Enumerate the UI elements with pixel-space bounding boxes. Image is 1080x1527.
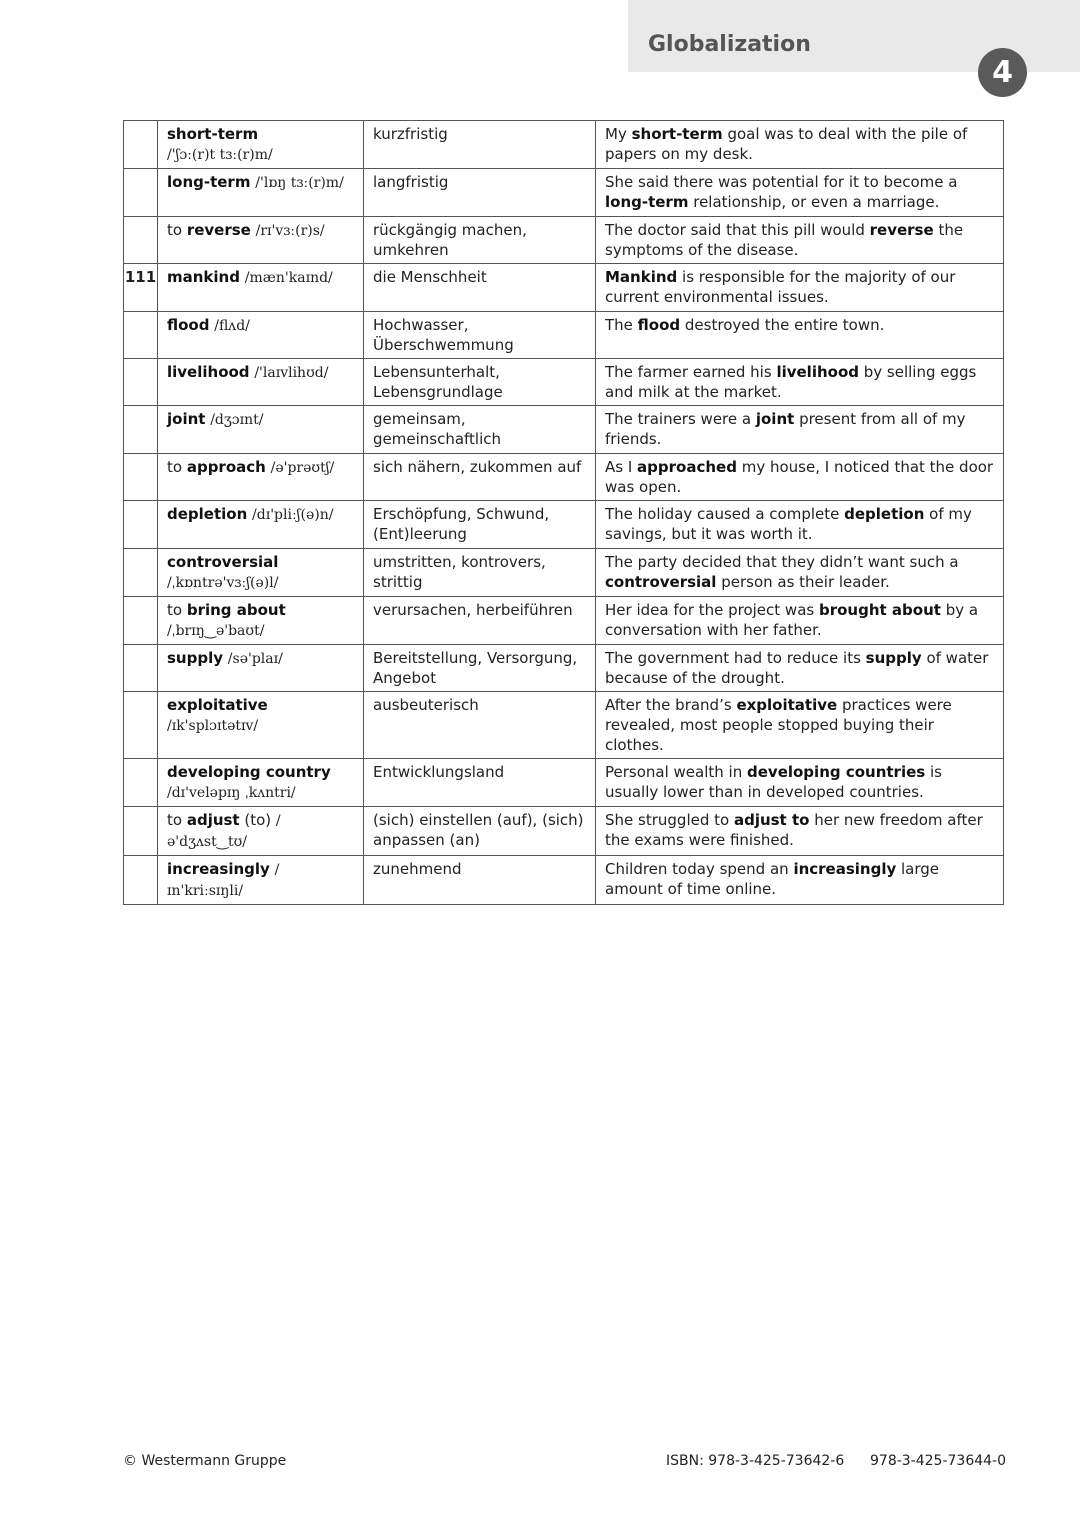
table-row (124, 549, 1004, 597)
german-translation: verursachen, herbeiführen (364, 597, 596, 645)
term-cell (158, 454, 364, 501)
example-text: The trainers were a (605, 410, 756, 428)
term-cell (158, 759, 364, 807)
term-phonetic: /sə'plaɪ/ (227, 651, 283, 667)
german-translation: langfristig (364, 169, 596, 217)
example-highlight: livelihood (776, 363, 859, 381)
page-reference (124, 454, 158, 501)
table-row (124, 406, 1004, 454)
term-cell (158, 692, 364, 759)
table-row (124, 807, 1004, 856)
example-text: present from all of my friends. (605, 410, 966, 448)
example-highlight: brought about (818, 601, 941, 619)
example-text: goal was to deal with the pile of papers on my desk. (605, 125, 968, 163)
example-text: is usually lower than in developed countries. (605, 763, 942, 801)
term-cell (158, 807, 364, 856)
term-suffix: (to) (239, 811, 272, 829)
example-highlight: controversial (605, 573, 717, 591)
example-highlight: flood (637, 316, 681, 334)
german-translation: Hochwasser, Überschwemmung (364, 312, 596, 359)
example-text: is responsible for the majority of our current environmental issues. (605, 268, 956, 306)
term-cell (158, 549, 364, 597)
german-translation: sich nähern, zukommen auf (364, 454, 596, 501)
term-word: depletion (167, 505, 248, 523)
table-row (124, 692, 1004, 759)
term-phonetic: /'laɪvlihʊd/ (254, 365, 329, 381)
term-cell (158, 645, 364, 692)
example-sentence (596, 264, 1004, 312)
term-phonetic: /dɪ'pliːʃ(ə)n/ (252, 507, 334, 523)
example-sentence (596, 501, 1004, 549)
page-reference (124, 217, 158, 264)
example-text: The government had to reduce its (605, 649, 866, 667)
example-sentence (596, 645, 1004, 692)
table-row (124, 759, 1004, 807)
term-word: bring about (186, 601, 286, 619)
term-cell (158, 217, 364, 264)
table-row (124, 121, 1004, 169)
example-sentence (596, 359, 1004, 406)
term-cell (158, 359, 364, 406)
german-translation: ausbeuterisch (364, 692, 596, 759)
example-text: of water because of the drought. (605, 649, 989, 687)
example-text: her new freedom after the exams were finished. (605, 811, 983, 849)
example-text: She said there was potential for it to become a (605, 173, 958, 191)
term-word: exploitative (167, 696, 268, 714)
example-highlight: supply (865, 649, 922, 667)
term-phonetic: /'lɒŋ tɜː(r)m/ (255, 175, 344, 191)
page-reference (124, 312, 158, 359)
example-sentence (596, 312, 1004, 359)
table-row (124, 856, 1004, 905)
term-prefix: to (167, 458, 187, 476)
example-sentence (596, 759, 1004, 807)
term-word: mankind (167, 268, 240, 286)
term-word: short-term (167, 125, 259, 143)
example-text: My (605, 125, 632, 143)
table-row (124, 359, 1004, 406)
term-phonetic: /rɪ'vɜː(r)s/ (255, 223, 325, 239)
term-word: reverse (186, 221, 251, 239)
example-text: practices were revealed, most people stopped buying their clothes. (605, 696, 952, 754)
german-translation: kurzfristig (364, 121, 596, 169)
term-phonetic: /'ʃɔː(r)t tɜː(r)m/ (167, 147, 273, 163)
term-cell (158, 264, 364, 312)
page-reference (124, 597, 158, 645)
example-sentence (596, 169, 1004, 217)
german-translation: zunehmend (364, 856, 596, 905)
term-phonetic: /ˌbrɪŋ‿ə'baʊt/ (167, 623, 265, 639)
example-highlight: reverse (869, 221, 934, 239)
example-highlight: adjust to (733, 811, 810, 829)
chapter-title: Globalization (648, 32, 811, 57)
example-text: The (605, 316, 638, 334)
isbn-secondary: 978-3-425-73644-0 (870, 1453, 1007, 1469)
example-text: The party decided that they didn’t want such a (605, 553, 959, 571)
example-text: relationship, or even a marriage. (688, 193, 940, 211)
german-translation: rückgängig machen, umkehren (364, 217, 596, 264)
example-text: of my savings, but it was worth it. (605, 505, 972, 543)
example-highlight: Mankind (605, 268, 678, 286)
page-reference (124, 692, 158, 759)
german-translation: Lebensunterhalt, Lebensgrundlage (364, 359, 596, 406)
term-phonetic: /dɪ'veləpɪŋ ˌkʌntri/ (167, 785, 296, 801)
table-row (124, 645, 1004, 692)
term-cell (158, 312, 364, 359)
term-cell (158, 121, 364, 169)
example-text: The farmer earned his (605, 363, 777, 381)
copyright: © Westermann Gruppe (123, 1453, 287, 1469)
example-highlight: exploitative (736, 696, 838, 714)
term-cell (158, 169, 364, 217)
table-row (124, 169, 1004, 217)
isbn-primary: ISBN: 978-3-425-73642-6 (666, 1453, 845, 1469)
german-translation: gemeinsam, gemeinschaftlich (364, 406, 596, 454)
example-highlight: joint (755, 410, 795, 428)
page-reference (124, 501, 158, 549)
term-word: joint (167, 410, 206, 428)
example-sentence (596, 549, 1004, 597)
table-row (124, 454, 1004, 501)
german-translation: umstritten, kontrovers, strittig (364, 549, 596, 597)
example-text: person as their leader. (716, 573, 890, 591)
example-text: large amount of time online. (605, 860, 940, 898)
example-text: Her idea for the project was (605, 601, 819, 619)
page-reference (124, 406, 158, 454)
table-row (124, 312, 1004, 359)
example-text: Children today spend an (605, 860, 794, 878)
term-phonetic: /ə'prəʊtʃ/ (270, 460, 335, 476)
example-highlight: short-term (631, 125, 723, 143)
example-text: the symptoms of the disease. (605, 221, 964, 259)
table-row (124, 597, 1004, 645)
example-sentence (596, 692, 1004, 759)
term-word: controversial (167, 553, 279, 571)
page-reference (124, 645, 158, 692)
example-sentence (596, 856, 1004, 905)
example-text: The doctor said that this pill would (605, 221, 870, 239)
example-sentence (596, 807, 1004, 856)
table-row (124, 217, 1004, 264)
example-text: Personal wealth in (605, 763, 747, 781)
example-sentence (596, 217, 1004, 264)
term-word: flood (167, 316, 210, 334)
table-row (124, 264, 1004, 312)
page-reference (124, 121, 158, 169)
german-translation: Bereitstellung, Versorgung, Angebot (364, 645, 596, 692)
german-translation: (sich) einstellen (auf), (sich) anpassen (an) (364, 807, 596, 856)
term-phonetic: /mæn'kaɪnd/ (244, 270, 333, 286)
term-phonetic: /dʒɔɪnt/ (210, 412, 264, 428)
term-word: increasingly (167, 860, 270, 878)
term-cell (158, 406, 364, 454)
example-text: my house, I noticed that the door was open. (605, 458, 994, 496)
term-cell (158, 856, 364, 905)
german-translation: Erschöpfung, Schwund, (Ent)leerung (364, 501, 596, 549)
example-text: The holiday caused a complete (605, 505, 845, 523)
example-highlight: depletion (844, 505, 925, 523)
example-highlight: increasingly (793, 860, 897, 878)
term-prefix: to (167, 221, 187, 239)
term-word: supply (167, 649, 224, 667)
term-prefix: to (167, 811, 187, 829)
page-reference (124, 169, 158, 217)
example-text: by a conversation with her father. (605, 601, 979, 639)
page-reference: 111 (124, 264, 158, 312)
term-phonetic: /flʌd/ (214, 318, 250, 334)
table-row (124, 501, 1004, 549)
term-cell (158, 501, 364, 549)
german-translation: die Menschheit (364, 264, 596, 312)
example-text: She struggled to (605, 811, 734, 829)
term-cell (158, 597, 364, 645)
example-sentence (596, 406, 1004, 454)
page-reference (124, 807, 158, 856)
example-sentence (596, 454, 1004, 501)
page-reference (124, 549, 158, 597)
chapter-number-badge: 4 (978, 48, 1027, 97)
term-prefix: to (167, 601, 187, 619)
example-text: destroyed the entire town. (680, 316, 885, 334)
example-text: After the brand’s (605, 696, 737, 714)
example-text: As I (605, 458, 638, 476)
term-phonetic: /ɪn'kriːsɪŋli/ (167, 862, 280, 899)
example-highlight: approached (637, 458, 737, 476)
term-word: adjust (186, 811, 240, 829)
example-highlight: long-term (605, 193, 689, 211)
term-word: long-term (167, 173, 251, 191)
term-phonetic: /ˌkɒntrə'vɜːʃ(ə)l/ (167, 575, 279, 591)
term-word: approach (186, 458, 266, 476)
page-reference (124, 759, 158, 807)
example-sentence (596, 121, 1004, 169)
german-translation: Entwicklungsland (364, 759, 596, 807)
example-sentence (596, 597, 1004, 645)
term-word: livelihood (167, 363, 250, 381)
example-text: by selling eggs and milk at the market. (605, 363, 977, 401)
term-phonetic: /ɪk'splɔɪtətɪv/ (167, 718, 259, 734)
term-word: developing country (167, 763, 331, 781)
example-highlight: developing countries (747, 763, 926, 781)
vocabulary-table (123, 120, 1004, 905)
page-reference (124, 359, 158, 406)
page-reference (124, 856, 158, 905)
term-phonetic: /ə'dʒʌst‿tʊ/ (167, 813, 281, 850)
